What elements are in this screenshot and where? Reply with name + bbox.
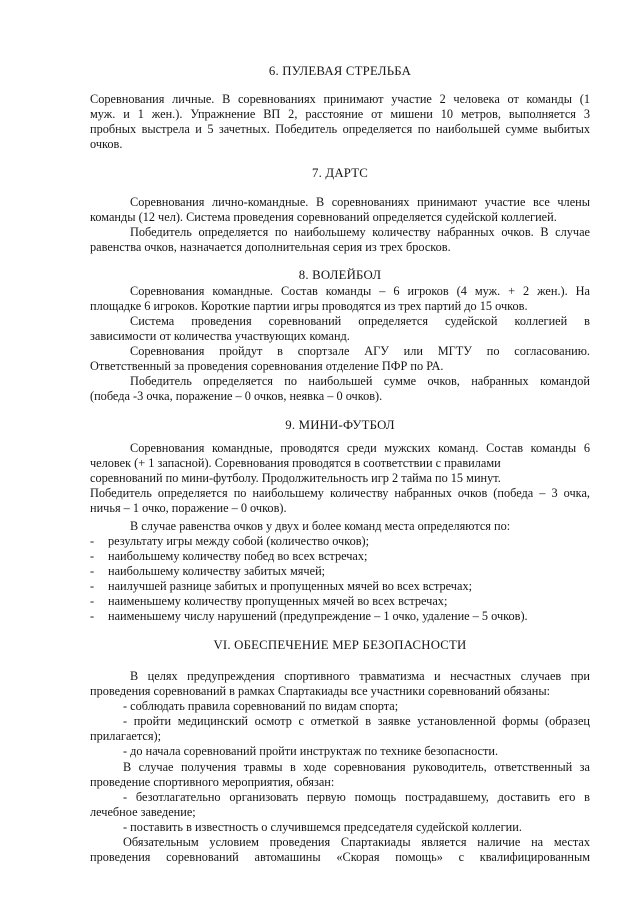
paragraph-line: (победа -3 очка, поражение – 0 очков, неявка – 0 очков). <box>90 389 383 403</box>
list-item <box>90 579 590 594</box>
paragraph-line: Система проведения соревнований определяется судейской коллегией в <box>130 314 590 328</box>
bullet-dash: - <box>90 534 95 548</box>
list-item-text: наименьшему числу нарушений (предупреждение – 1 очко, удаление – 5 очков). <box>108 609 528 623</box>
paragraph-line: В случае равенства очков у двух и более команд места определяются по: <box>130 519 511 533</box>
paragraph-line: Соревнования командные. Состав команды – 6 игроков (4 муж. + 2 жен.). На <box>130 284 590 298</box>
list-item-text: результату игры между собой (количество очков); <box>108 534 370 548</box>
paragraph-line: - поставить в известность о случившемся председателя судейской коллегии. <box>123 820 522 834</box>
section-title-mini-football: 9. МИНИ-ФУТБОЛ <box>285 418 395 432</box>
list-item-text: наилучшей разнице забитых и пропущенных мячей во всех встречах; <box>108 579 473 593</box>
paragraph-line: В случае получения травмы в ходе соревнования руководитель, ответственный за <box>123 760 590 774</box>
paragraph-line: команды (12 чел). Система проведения соревнований определяется судейской коллегией. <box>90 210 557 224</box>
list-item <box>90 609 590 624</box>
list-item <box>90 564 590 579</box>
paragraph-line: очков. <box>90 137 123 151</box>
bullet-dash: - <box>90 549 95 563</box>
bullet-dash: - <box>90 579 95 593</box>
list-item-text: наименьшему количеству пропущенных мячей во всех встречах; <box>108 594 448 608</box>
section-title-shooting: 6. ПУЛЕВАЯ СТРЕЛЬБА <box>268 64 412 78</box>
paragraph-line: Ответственный за проведения соревнования отделение ПФР по РА. <box>90 359 444 373</box>
paragraph-line: проведение спортивного мероприятия, обязан: <box>90 775 335 789</box>
list-item-text: наибольшему количеству забитых мячей; <box>108 564 326 578</box>
paragraph-line: равенства очков, назначается дополнительная серия из трех бросков. <box>90 240 451 254</box>
bullet-dash: - <box>90 564 95 578</box>
paragraph-line: Обязательным условием проведения Спартакиады является наличие на местах <box>123 835 590 849</box>
bullet-dash: - <box>90 609 95 623</box>
paragraph-line: - до начала соревнований пройти инструктаж по технике безопасности. <box>123 744 499 758</box>
paragraph-line: Соревнования лично-командные. В соревнованиях принимают участие все члены <box>130 195 590 209</box>
paragraph-line: - безотлагательно организовать первую помощь пострадавшему, доставить его в <box>123 790 590 804</box>
paragraph-line: прилагается); <box>90 729 162 743</box>
paragraph-line: проведения соревнований в рамках Спартакиады все участники соревнований обязаны: <box>90 684 551 698</box>
paragraph-line: Победитель определяется по наибольшему количеству набранных очков (победа – 3 очка, <box>90 486 590 500</box>
section-title-safety: VI. ОБЕСПЕЧЕНИЕ МЕР БЕЗОПАСНОСТИ <box>213 638 467 652</box>
list-item <box>90 549 590 564</box>
paragraph-line: ничья – 1 очко, поражение – 0 очков). <box>90 501 287 515</box>
paragraph-line: В целях предупреждения спортивного травматизма и несчастных случаев при <box>130 669 590 683</box>
bullet-dash: - <box>90 594 95 608</box>
paragraph-line: лечебное заведение; <box>90 805 196 819</box>
list-item-text: наибольшему количеству побед во всех встречах; <box>108 549 368 563</box>
list-item <box>90 594 590 609</box>
paragraph-line: Соревнования личные. В соревнованиях принимают участие 2 человека от команды (1 <box>90 92 590 106</box>
section-title-darts: 7. ДАРТС <box>312 166 368 180</box>
list-item <box>90 534 590 549</box>
paragraph-line: Победитель определяется по наибольшему количеству набранных очков. В случае <box>130 225 590 239</box>
paragraph-line: Победитель определяется по наибольшей сумме очков, набранных командой <box>130 374 590 388</box>
paragraph-line: пробных выстрела и 5 зачетных. Победитель определяется по наибольшей сумме выбитых <box>90 122 590 136</box>
paragraph-line: муж. и 1 жен.). Упражнение ВП 2, расстояние от мишени 10 метров, выполняется 3 <box>90 107 590 121</box>
section-title-volleyball: 8. ВОЛЕЙБОЛ <box>298 268 382 282</box>
paragraph-line: Соревнования пройдут в спортзале АГУ или МГТУ по согласованию. <box>130 344 590 358</box>
paragraph-line: соревнований по мини-футболу. Продолжительность игр 2 тайма по 15 минут. <box>90 471 501 485</box>
paragraph-line: человек (+ 1 запасной). Соревнования проводятся в соответствии с правилами <box>90 456 501 470</box>
paragraph-line: проведения соревнований автомашины «Скорая помощь» с квалифицированным <box>90 850 590 864</box>
paragraph-line: зависимости от количества участвующих команд. <box>90 329 350 343</box>
paragraph-line: площадке 6 игроков. Короткие партии игры проводятся из трех партий до 15 очков. <box>90 299 528 313</box>
paragraph-line: Соревнования командные, проводятся среди мужских команд. Состав команды 6 <box>130 441 590 455</box>
paragraph-line: - соблюдать правила соревнований по видам спорта; <box>123 699 399 713</box>
paragraph-line: - пройти медицинский осмотр с отметкой в заявке установленной формы (образец <box>123 714 590 728</box>
